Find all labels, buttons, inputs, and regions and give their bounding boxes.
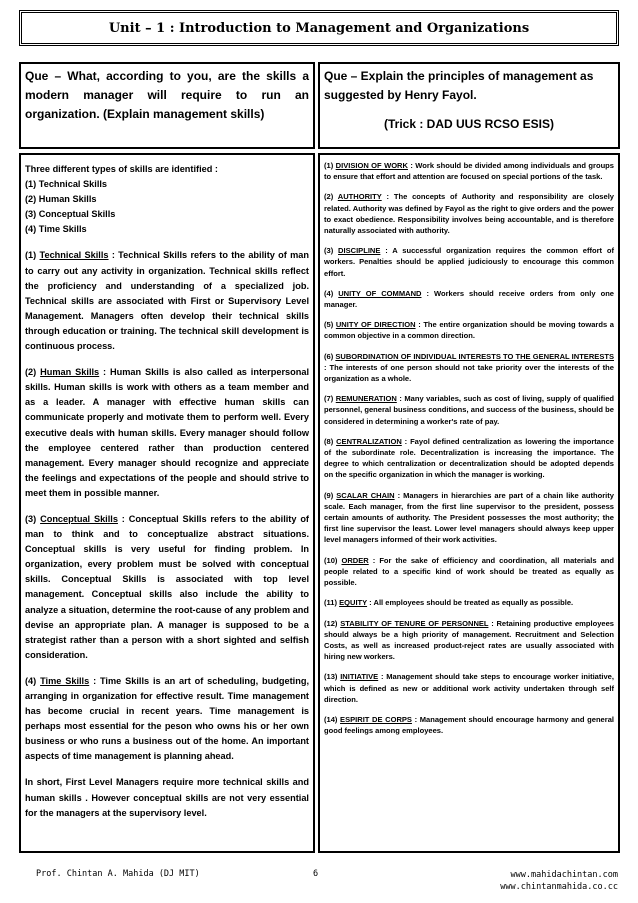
principle-term: ESPIRIT DE CORPS <box>340 714 412 724</box>
skills-intro: Three different types of skills are identified : <box>25 164 218 174</box>
principle-term: DIVISION OF WORK <box>335 161 408 170</box>
principle-item: (13) INITIATIVE : Management should take steps to encourage worker initiative, which is defined as new or additional work activity undertaken through self direction. <box>324 672 614 704</box>
principle-term: AUTHORITY <box>337 192 382 202</box>
question-fayol <box>318 62 620 149</box>
principle-item: (10) ORDER : For the sake of efficiency and coordination, all materials and people related to a specific kind of work should be treated as equally as possible. <box>324 555 614 588</box>
question-row <box>19 62 620 149</box>
conceptual-skills-paragraph: (3) Conceptual Skills : Conceptual Skills refers to the ability of man to think and to conceptualize abstract situations. Conceptual skills is very useful for finding problem. In organization, every problem must be solved with conceptual skills. Conceptual Skills is associated with top level management. Conceptual skills also include the ability to analyze a situation, determine the root-cause of any problem and devise an appropriate plan. A manager is supposed to be a strategist rather than a person with a short sighted and selfish consideration. <box>25 513 309 660</box>
skills-answer <box>19 153 315 853</box>
principle-term: EQUITY <box>339 598 368 608</box>
principle-item: (7) REMUNERATION : Many variables, such as cost of living, supply of qualified personnel, general business conditions, and success of the business, should be considered in determining a worker's rate of pay. <box>324 394 615 426</box>
skills-conclusion: In short, First Level Managers require more technical skills and human skills . However conceptual skills are not very essential for the managers at the supervisory level. <box>25 777 309 818</box>
skills-list-item: (2) Human Skills <box>25 194 97 205</box>
principle-item: (14) ESPIRIT DE CORPS : Management should encourage harmony and general good feelings among employees. <box>324 714 614 736</box>
principle-item: (5) UNITY OF DIRECTION : The entire organization should be moving towards a common objective in a common direction. <box>324 320 614 341</box>
principle-term: DISCIPLINE <box>338 246 381 256</box>
time-skills-paragraph: (4) Time Skills : Time Skills is an art of scheduling, budgeting, arranging in organization for effective result. Time management has become crucial in recent years. Time management is perhaps most essential for the peson who owns his or her own business or who runs a business out of the home. An important aspects of time management is planning ahead. <box>25 675 309 762</box>
human-skills-paragraph: (2) Human Skills : Human Skills is also called as interpersonal skills. Human skills is work with others as a team member and as a leader. A manager with effective human skills can communicate properly and motivate them to perform well. Every executive deals with human skills. Every manager should follow the employee centered rather than production centered management. Every manager should recognize and appreciate the feelings and expectations of the people and should strive to meet them in possible manner. <box>25 367 310 498</box>
technical-skills-paragraph: (1) Technical Skills : Technical Skills refers to the ability of man to carry out any activity in organization. Technical skills reflect the proficiency and understanding of a specialized job. Technical skills are associated with First or Supervisory Level Management. Managers often develop their technical skills through education or training. The technical skill development is continuous process. <box>25 250 310 352</box>
principle-term: STABILITY OF TENURE OF PERSONNEL <box>340 618 489 628</box>
principle-term: REMUNERATION <box>335 394 397 404</box>
question-skills <box>19 62 315 149</box>
principle-item: (3) DISCIPLINE : A successful organization requires the common effort of workers. Penalties should be applied judiciously to encourage this common effort. <box>324 246 614 278</box>
skill-term: Time Skills <box>40 675 90 686</box>
page-number: 6 <box>313 869 319 879</box>
principle-term: INITIATIVE <box>340 672 379 682</box>
question-fayol-text: Que – Explain the principles of management as suggested by Henry Fayol. <box>324 69 594 102</box>
principle-item: (2) AUTHORITY : The concepts of Authority and responsibility are closely related. Authority was defined by Fayol as the right to give orders and the power to exact obedience. Responsibility involves being accountable, and is therefore naturally associated with authority. <box>324 192 614 236</box>
principle-item: (12) STABILITY OF TENURE OF PERSONNEL : Retaining productive employees should always be a high priority of management. Recruitment and Selection Costs, as well as increased product-reject rates are usually associated with hiring new workers. <box>324 618 615 662</box>
principle-item: (6) SUBORDINATION OF INDIVIDUAL INTERESTS TO THE GENERAL INTERESTS : The interests of one person should not take priority over the interests of the organization as a whole. <box>324 351 614 384</box>
principle-term: UNITY OF COMMAND <box>338 288 422 298</box>
skills-list-item: (3) Conceptual Skills <box>25 209 116 220</box>
principle-term: UNITY OF DIRECTION <box>335 320 416 330</box>
question-skills-text: Que – What, according to you, are the skills a modern manager will require to run an organization. (Explain management skills) <box>25 69 309 121</box>
principle-term: SUBORDINATION OF INDIVIDUAL INTERESTS TO THE GENERAL INTERESTS <box>335 351 614 361</box>
footer-author: Prof. Chintan A. Mahida (DJ MIT) <box>36 869 200 879</box>
website-link[interactable]: www.mahidachintan.com <box>510 870 618 880</box>
page-title <box>19 10 619 46</box>
trick-mnemonic: (Trick : DAD UUS RCSO ESIS) <box>383 117 555 131</box>
principle-item: (8) CENTRALIZATION : Fayol defined centralization as lowering the importance of the subordinate role. Decentralization is increasing the importance. The degree to which centralization or decentralization should be adopted depends on the specific organization in which the manager is working. <box>324 436 614 480</box>
skill-term: Human Skills <box>40 367 100 378</box>
principle-item: (4) UNITY OF COMMAND : Workers should receive orders from only one manager. <box>324 288 615 310</box>
skill-term: Conceptual Skills <box>40 513 118 524</box>
principle-term: ORDER <box>341 555 369 565</box>
principle-item: (11) EQUITY : All employees should be treated as equally as possible. <box>324 598 574 608</box>
principle-term: SCALAR CHAIN <box>336 490 395 500</box>
fayol-principles-answer <box>318 153 620 853</box>
principle-term: CENTRALIZATION <box>336 436 402 446</box>
footer-websites <box>500 869 618 893</box>
website-link[interactable]: www.chintanmahida.co.cc <box>500 882 618 892</box>
page-title-text: Unit – 1 : Introduction to Management and Organizations <box>108 20 530 36</box>
skills-list-item: (4) Time Skills <box>25 224 87 235</box>
principle-item: (9) SCALAR CHAIN : Managers in hierarchies are part of a chain like authority scale. Each manager, from the first line supervisor to the president, possess certain amounts of authority. The President possesses the most authority; the first line supervisor the least. Lower level managers should always keep upper level managers informed of their work activities. <box>324 490 614 545</box>
skill-term: Technical Skills <box>39 250 109 261</box>
skills-list-item: (1) Technical Skills <box>25 179 108 190</box>
principle-item: (1) DIVISION OF WORK : Work should be divided among individuals and groups to ensure that effort and attention are focused on special portions of the task. <box>324 161 614 182</box>
